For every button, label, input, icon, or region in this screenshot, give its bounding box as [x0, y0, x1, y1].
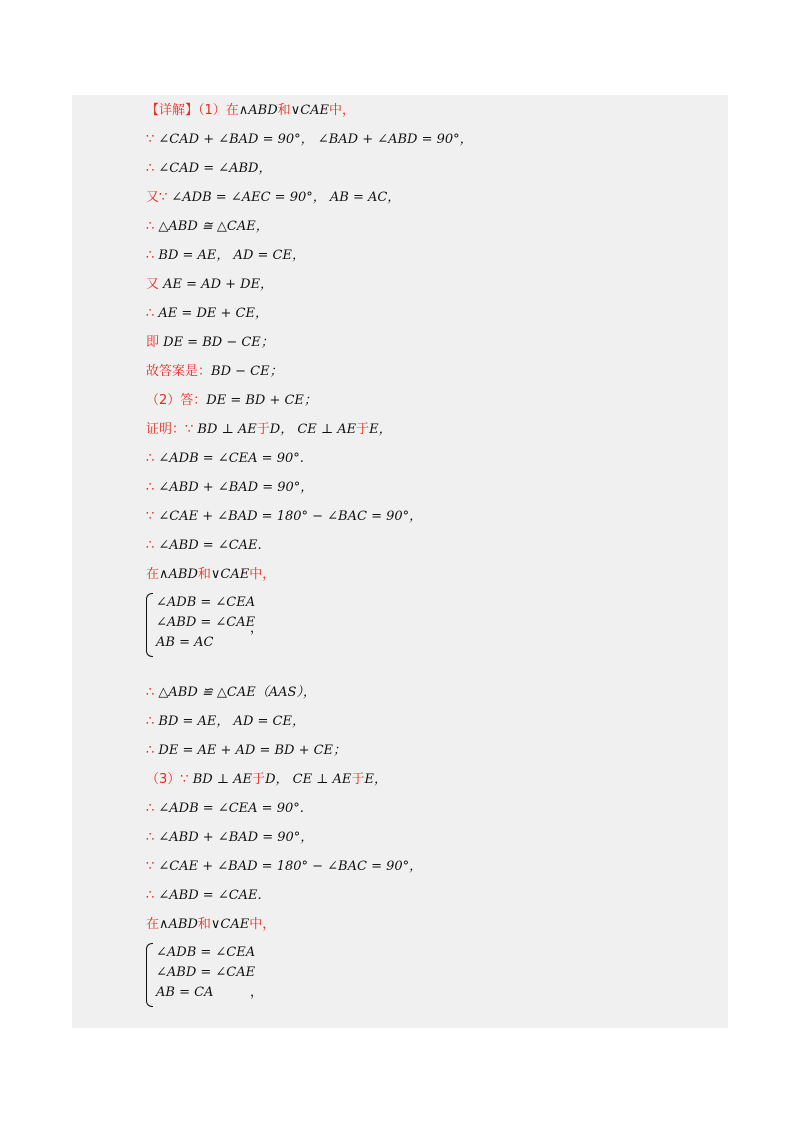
- solution-panel: [72, 95, 728, 1028]
- solution-line: ∴ BD = AE， AD = CE，: [146, 714, 305, 729]
- equation-comma: ，: [250, 985, 264, 1000]
- solution-line: ∵ ∠CAE + ∠BAD = 180° − ∠BAC = 90°，: [146, 859, 423, 874]
- solution-line: 又∵ ∠ADB = ∠AEC = 90°， AB = AC，: [146, 190, 401, 205]
- equation-system: [146, 593, 296, 655]
- solution-line: 又 AE = AD + DE，: [146, 277, 274, 292]
- solution-line: 在∧ABD和∨CAE中，: [146, 917, 276, 932]
- solution-line: 即 DE = BD − CE；: [146, 335, 274, 350]
- solution-line: 在∧ABD和∨CAE中，: [146, 567, 276, 582]
- equation-system: [146, 943, 296, 1005]
- solution-line: 故答案是：BD − CE；: [146, 364, 283, 379]
- solution-line: ∴ ∠ABD + ∠BAD = 90°，: [146, 830, 314, 845]
- equation-row: ∠ADB = ∠CEA: [156, 945, 256, 960]
- equation-row: AB = AC: [156, 635, 214, 650]
- solution-line: ∴ ∠ADB = ∠CEA = 90°.: [146, 451, 304, 466]
- solution-line: ∴ ∠ADB = ∠CEA = 90°.: [146, 801, 304, 816]
- solution-line: ∴ AE = DE + CE，: [146, 306, 268, 321]
- solution-line: ∴ ∠ABD = ∠CAE.: [146, 888, 262, 903]
- brace-symbol: [146, 943, 153, 1007]
- solution-line: ∵ ∠CAE + ∠BAD = 180° − ∠BAC = 90°，: [146, 509, 423, 524]
- solution-line: ∴ ∠CAD = ∠ABD，: [146, 161, 272, 176]
- equation-row: ∠ADB = ∠CEA: [156, 595, 256, 610]
- solution-line: 证明：∵ BD ⊥ AE于D， CE ⊥ AE于E，: [146, 422, 392, 437]
- solution-line: ∴ △ABD ≌ △CAE（AAS），: [146, 685, 316, 700]
- solution-line: （3）∵ BD ⊥ AE于D， CE ⊥ AE于E，: [146, 772, 387, 787]
- solution-line: （2）答：DE = BD + CE；: [146, 393, 317, 408]
- equation-row: ∠ABD = ∠CAE: [156, 965, 256, 980]
- solution-line: ∵ ∠CAD + ∠BAD = 90°， ∠BAD + ∠ABD = 90°，: [146, 132, 473, 147]
- equation-row: AB = CA: [156, 985, 214, 1000]
- solution-line: ∴ DE = AE + AD = BD + CE；: [146, 743, 347, 758]
- solution-line: ∴ ∠ABD + ∠BAD = 90°，: [146, 480, 314, 495]
- solution-line: ∴ BD = AE， AD = CE，: [146, 248, 305, 263]
- solution-line: 【详解】（1）在∧ABD和∨CAE中，: [146, 103, 356, 118]
- brace-symbol: [146, 593, 153, 657]
- solution-line: ∴ ∠ABD = ∠CAE.: [146, 538, 262, 553]
- equation-row: ∠ABD = ∠CAE: [156, 615, 256, 630]
- solution-line: ∴ △ABD ≅ △CAE，: [146, 219, 269, 234]
- equation-comma: ，: [250, 621, 264, 636]
